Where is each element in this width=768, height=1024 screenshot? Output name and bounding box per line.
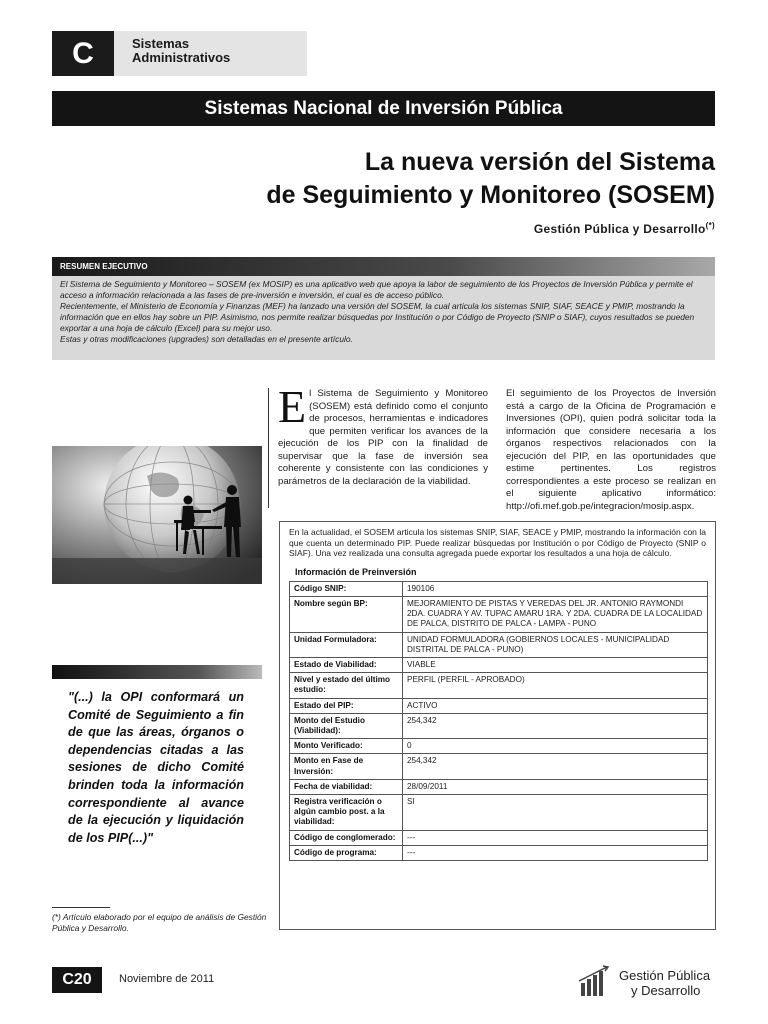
footnote-rule <box>52 907 110 908</box>
exec-summary-heading: RESUMEN EJECUTIVO <box>52 257 715 276</box>
table-row <box>290 830 708 845</box>
table-row <box>290 658 708 673</box>
row-value: PERFIL (PERFIL - APROBADO) <box>403 673 708 698</box>
table-row <box>290 581 708 596</box>
row-value: 0 <box>403 739 708 754</box>
byline <box>534 221 715 236</box>
row-label: Unidad Formuladora: <box>290 632 403 657</box>
brand-line1: Gestión Pública <box>619 968 711 983</box>
table-row <box>290 754 708 779</box>
table-row <box>290 713 708 738</box>
brand-line2: y Desarrollo <box>631 983 701 998</box>
row-label: Registra verificación o algún cambio post. a la viabilidad: <box>290 795 403 831</box>
exec-summary-p3: Estas y otras modificaciones (upgrades) son detalladas en el presente artículo. <box>60 334 353 344</box>
body-column-1-text: l Sistema de Seguimiento y Monitoreo (SOSEM) está definido como el conjunto de procesos, herramientas e indicadores que permiten verificar los avances de la ejecución de los PIP con la finalidad de supervisar que la fase de inversión sea coherente y consistente con las condiciones y parámetros de la declaración de la viabilidad. <box>278 388 488 487</box>
table-row <box>290 845 708 860</box>
issue-date: Noviembre de 2011 <box>119 973 215 985</box>
table-row <box>290 632 708 657</box>
footnote-text: Artículo elaborado por el equipo de análisis de Gestión Pública y Desarrollo. <box>52 912 267 933</box>
handshake-globe-image <box>52 446 262 584</box>
page-number: C20 <box>52 967 102 993</box>
drop-cap: E <box>278 381 307 432</box>
table-row <box>290 596 708 632</box>
column-rule <box>268 388 269 508</box>
row-label: Código SNIP: <box>290 581 403 596</box>
title-line1: La nueva versión del Sistema <box>364 148 715 176</box>
figure-heading: Información de Preinversión <box>295 566 417 577</box>
brand-name <box>619 968 710 998</box>
table-row <box>290 698 708 713</box>
article-title <box>266 146 715 212</box>
section-name-line1: Sistemas <box>132 36 190 51</box>
exec-summary-body <box>52 276 715 360</box>
article-photo <box>52 446 262 584</box>
row-value: SI <box>403 795 708 831</box>
row-value: --- <box>403 830 708 845</box>
quote-bar <box>52 665 262 679</box>
body-column-2: El seguimiento de los Proyectos de Inversión está a cargo de la Oficina de Programación e Inversiones (OPI), quien podrá solicitar toda la información que considere necesaria a los órganos respectivos relacionados con la ejecución del PIP, en las oportunidades que estime pertinentes. Los registros correspondientes a este proceso se realizan en el siguiente aplicativo informático: http://ofi.mef.gob.pe/integracion/mosip.aspx. <box>506 388 716 512</box>
table-row <box>290 795 708 831</box>
row-value: VIABLE <box>403 658 708 673</box>
row-label: Nombre según BP: <box>290 596 403 632</box>
row-label: Monto en Fase de Inversión: <box>290 754 403 779</box>
row-label: Nivel y estado del último estudio: <box>290 673 403 698</box>
body-column-1 <box>278 381 488 488</box>
brand-logo-icon <box>577 965 615 1002</box>
table-row <box>290 673 708 698</box>
row-label: Monto Verificado: <box>290 739 403 754</box>
table-row <box>290 779 708 794</box>
exec-summary-p2: Recientemente, el Ministerio de Economía y Finanzas (MEF) ha lanzado una versión del SOSEM, la cual articula los sistemas SNIP, SIAF, SEACE y PMIP, mostrando la información que en ellos hay sobre un PIP. Asimismo, nos permite realizar búsquedas por Institución o por Código de Proyecto (SNIP o SIAF), cuyos resultados se pueden exportar a una hoja de cálculo (Excel) para su mejor uso. <box>60 301 695 333</box>
footnote <box>52 912 267 933</box>
row-label: Fecha de viabilidad: <box>290 779 403 794</box>
byline-text: Gestión Pública y Desarrollo <box>533 222 706 236</box>
title-line2: de Seguimiento y Monitoreo (SOSEM) <box>266 181 715 209</box>
exec-summary-p1: El Sistema de Seguimiento y Monitoreo – SOSEM (ex MOSIP) es una aplicativo web que apoya la labor de seguimiento de los Proyectos de Inversión Pública y permite el acceso a información relacionada a las fases de pre-inversión e inversión, el cual es de acceso público. <box>60 279 693 300</box>
pull-quote: "(...) la OPI conformará un Comité de Seguimiento a fin de que las áreas, órganos o dependencias citadas a las sesiones de dicho Comité brinden toda la información correspondiente al avance de la ejecución y liquidación de los PIP(...)" <box>68 690 244 845</box>
figure-intro: En la actualidad, el SOSEM articula los sistemas SNIP, SIAF, SEACE y PMIP, mostrando la información con la que cuenta un determinado PIP. Puede realizar búsquedas por Institución o por Código de Proyecto (SNIP o SIAF). Una vez realizada una consulta agregada puede exportar los resultados a una hoja de cálculo. <box>289 527 706 559</box>
sosem-figure <box>279 521 716 930</box>
row-label: Código de conglomerado: <box>290 830 403 845</box>
row-value: 28/09/2011 <box>403 779 708 794</box>
row-value: MEJORAMIENTO DE PISTAS Y VEREDAS DEL JR. ANTONIO RAYMONDI 2DA. CUADRA Y AV. TUPAC AMARU 1RA. Y 2DA. CUADRA DE LA LOCALIDAD DE PALCA, DISTRITO DE PALCA - LAMPA - PUNO <box>403 596 708 632</box>
row-value: 190106 <box>403 581 708 596</box>
byline-mark: (*) <box>705 221 715 230</box>
section-banner: Sistemas Nacional de Inversión Pública <box>52 91 715 126</box>
row-label: Monto del Estudio (Viabilidad): <box>290 713 403 738</box>
section-name <box>132 37 230 65</box>
row-value: 254,342 <box>403 754 708 779</box>
preinversion-table <box>289 581 708 861</box>
row-value: 254,342 <box>403 713 708 738</box>
row-value: ACTIVO <box>403 698 708 713</box>
row-label: Estado del PIP: <box>290 698 403 713</box>
row-value: --- <box>403 845 708 860</box>
row-label: Código de programa: <box>290 845 403 860</box>
table-row <box>290 739 708 754</box>
row-value: UNIDAD FORMULADORA (GOBIERNOS LOCALES - MUNICIPALIDAD DISTRITAL DE PALCA - PUNO) <box>403 632 708 657</box>
row-label: Estado de Viabilidad: <box>290 658 403 673</box>
footnote-mark: (*) <box>52 912 61 922</box>
section-letter: C <box>52 31 114 76</box>
section-name-line2: Administrativos <box>132 50 231 65</box>
